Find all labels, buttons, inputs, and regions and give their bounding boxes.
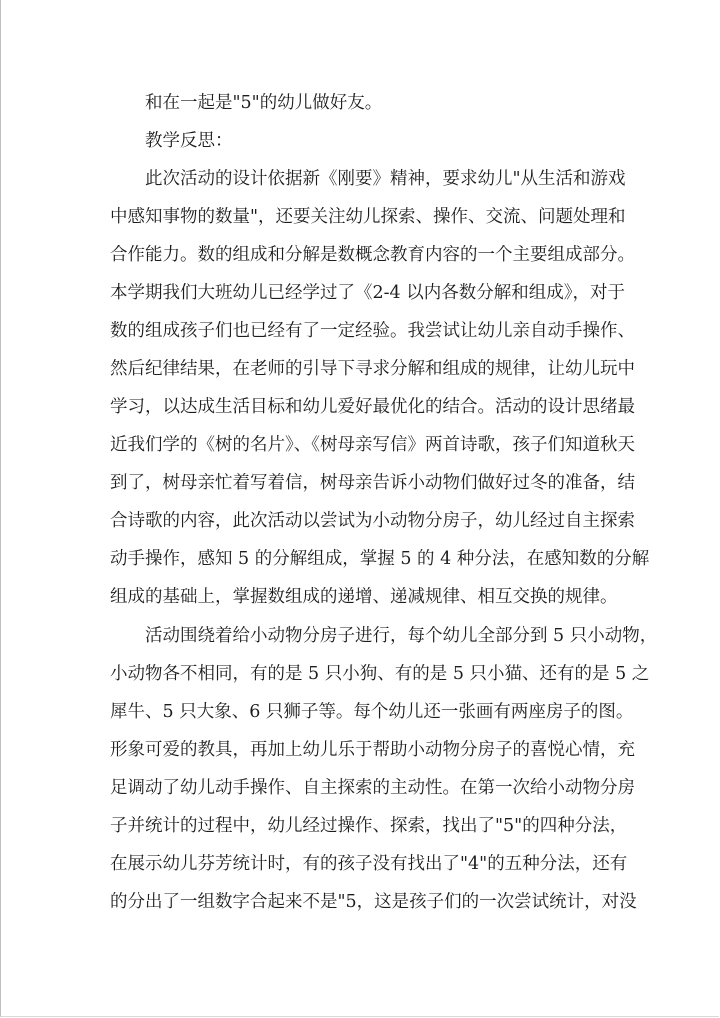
text-line: 犀牛、5 只大象、6 只狮子等。每个幼儿还一张画有两座房子的图。 bbox=[110, 702, 634, 722]
text-line: 动手操作，感知 5 的分解组成，掌握 5 的 4 种分法，在感知数的分解 bbox=[110, 549, 650, 569]
text-line: 到了，树母亲忙着写着信，树母亲告诉小动物们做好过冬的准备，结 bbox=[110, 473, 635, 493]
text-line: 然后纪律结果，在老师的引导下寻求分解和组成的规律，让幼儿玩中 bbox=[110, 359, 635, 379]
text-line: 组成的基础上，掌握数组成的递增、递减规律、相互交换的规律。 bbox=[110, 587, 618, 607]
text-line: 近我们学的《树的名片》、《树母亲写信》两首诗歌，孩子们知道秋天 bbox=[110, 435, 635, 455]
text-line: 形象可爱的教具，再加上幼儿乐于帮助小动物分房子的喜悦心情，充 bbox=[110, 740, 635, 760]
text-line: 数的组成孩子们也已经有了一定经验。我尝试让幼儿亲自动手操作、 bbox=[110, 321, 635, 341]
text-line: 合诗歌的内容，此次活动以尝试为小动物分房子，幼儿经过自主探索 bbox=[110, 511, 635, 531]
text-line: 小动物各不相同，有的是 5 只小狗、有的是 5 只小猫、还有的是 5 之 bbox=[110, 664, 650, 684]
text-line: 此次活动的设计依据新《刚要》精神，要求幼儿"从生活和游戏 bbox=[145, 169, 626, 189]
text-line: 和在一起是"5"的幼儿做好友。 bbox=[145, 93, 383, 113]
text-line: 学习，以达成生活目标和幼儿爱好最优化的结合。活动的设计思绪最 bbox=[110, 397, 635, 417]
text-line: 足调动了幼儿动手操作、自主探索的主动性。在第一次给小动物分房 bbox=[110, 778, 635, 798]
text-line: 子并统计的过程中，幼儿经过操作、探索，找出了"5"的四种分法， bbox=[110, 816, 628, 836]
text-line: 的分出了一组数字合起来不是"5，这是孩子们的一次尝试统计，对没 bbox=[110, 892, 637, 912]
text-line: 合作能力。数的组成和分解是数概念教育内容的一个主要组成部分。 bbox=[110, 245, 635, 265]
text-line: 活动围绕着给小动物分房子进行，每个幼儿全部分到 5 只小动物， bbox=[145, 626, 658, 646]
text-line: 中感知事物的数量"，还要关注幼儿探索、操作、交流、问题处理和 bbox=[110, 207, 626, 227]
text-line: 在展示幼儿芬芳统计时，有的孩子没有找出了"4"的五种分法，还有 bbox=[110, 854, 628, 874]
text-line: 本学期我们大班幼儿已经学过了《2-4 以内各数分解和组成》，对于 bbox=[110, 283, 625, 303]
section-heading: 教学反思： bbox=[145, 131, 233, 151]
